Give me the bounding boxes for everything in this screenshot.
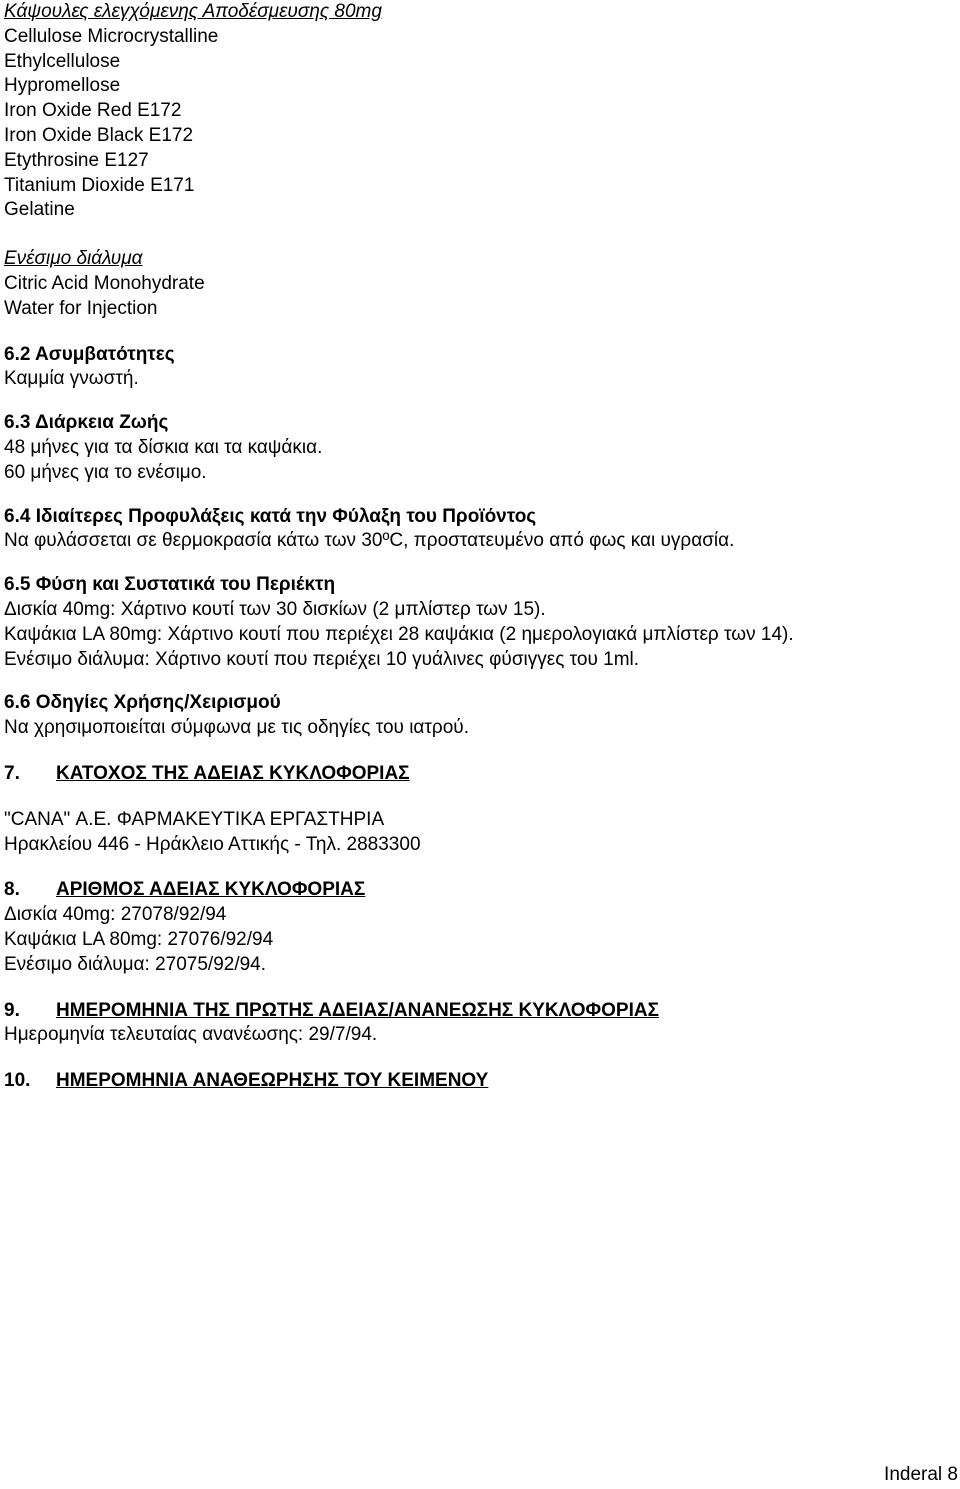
document-page — [4, 0, 954, 1094]
list-item: Gelatine — [4, 199, 75, 221]
page-footer: Inderal 8 — [884, 1464, 958, 1485]
section-6-2-text: Καμμία γνωστή. — [4, 368, 139, 390]
holder-name: "CANA" Α.Ε. ΦΑΡΜΑΚΕΥΤΙΚΑ ΕΡΓΑΣΤΗΡΙΑ — [4, 808, 385, 830]
holder-address: Ηρακλείου 446 - Ηράκλειο Αττικής - Τηλ. 2883300 — [4, 833, 421, 855]
section-6-2-heading: 6.2 Ασυμβατότητες — [4, 343, 175, 365]
section-9-heading — [4, 999, 954, 1024]
section-6-5-text: Ενέσιμο διάλυμα: Χάρτινο κουτί που περιέχει 10 γυάλινες φύσιγγες του 1ml. — [4, 648, 640, 670]
section-number: 7. — [4, 762, 20, 784]
licence-number: Δισκία 40mg: 27078/92/94 — [4, 904, 227, 926]
section-number: 9. — [4, 999, 20, 1021]
solution-excipient-list — [4, 272, 954, 322]
section-6-3-text: 60 μήνες για το ενέσιμο. — [4, 461, 207, 483]
capsules-excipient-list — [4, 25, 954, 223]
section-title: ΚΑΤΟΧΟΣ ΤΗΣ ΑΔΕΙΑΣ ΚΥΚΛΟΦΟΡΙΑΣ — [56, 762, 410, 784]
section-6-5-text: Δισκία 40mg: Χάρτινο κουτί των 30 δισκίων (2 μπλίστερ των 15). — [4, 598, 546, 620]
section-10-heading — [4, 1069, 954, 1094]
list-item: Cellulose Microcrystalline — [4, 25, 219, 47]
list-item: Citric Acid Monohydrate — [4, 272, 205, 294]
section-6-6-text: Να χρησιμοποιείται σύμφωνα με τις οδηγίες του ιατρού. — [4, 717, 469, 739]
solution-heading: Ενέσιμο διάλυμα — [4, 248, 143, 270]
section-6-6-heading: 6.6 Οδηγίες Χρήσης/Χειρισμού — [4, 692, 281, 714]
section-6-5-text: Καψάκια LA 80mg: Χάρτινο κουτί που περιέχει 28 καψάκια (2 ημερολογιακά μπλίστερ των 14). — [4, 623, 794, 645]
section-title: ΗΜΕΡΟΜΗΝΙΑ ΑΝΑΘΕΩΡΗΣΗΣ ΤΟΥ ΚΕΙΜΕΝΟΥ — [56, 1070, 489, 1092]
section-6-4-heading: 6.4 Ιδιαίτερες Προφυλάξεις κατά την Φύλαξη του Προϊόντος — [4, 505, 537, 527]
section-6-3-text: 48 μήνες για τα δίσκια και τα καψάκια. — [4, 436, 323, 458]
list-item: Water for Injection — [4, 297, 158, 319]
list-item: Etythrosine E127 — [4, 149, 149, 171]
list-item: Iron Oxide Red E172 — [4, 100, 182, 122]
licence-number: Καψάκια LA 80mg: 27076/92/94 — [4, 928, 274, 950]
section-7-heading — [4, 762, 954, 787]
list-item: Titanium Dioxide E171 — [4, 174, 195, 196]
section-number: 10. — [4, 1070, 31, 1092]
section-title: ΑΡΙΘΜΟΣ ΑΔΕΙΑΣ ΚΥΚΛΟΦΟΡΙΑΣ — [56, 879, 366, 901]
list-item: Ethylcellulose — [4, 50, 121, 72]
section-6-5-heading: 6.5 Φύση και Συστατικά του Περιέκτη — [4, 574, 336, 596]
section-number: 8. — [4, 879, 20, 901]
renewal-date: Ημερομηνία τελευταίας ανανέωσης: 29/7/94. — [4, 1024, 378, 1046]
section-6-4-text: Να φυλάσσεται σε θερμοκρασία κάτω των 30ºC, προστατευμένο από φως και υγρασία. — [4, 530, 735, 552]
section-8-heading — [4, 878, 954, 903]
capsules-heading: Κάψουλες ελεγχόμενης Αποδέσμευσης 80mg — [4, 1, 382, 22]
list-item: Hypromellose — [4, 75, 121, 97]
section-title: ΗΜΕΡΟΜΗΝΙΑ ΤΗΣ ΠΡΩΤΗΣ ΑΔΕΙΑΣ/ΑΝΑΝΕΩΣΗΣ ΚΥΚΛΟΦΟΡΙΑΣ — [56, 999, 659, 1021]
licence-number: Ενέσιμο διάλυμα: 27075/92/94. — [4, 953, 267, 975]
list-item: Iron Oxide Black E172 — [4, 124, 194, 146]
section-6-3-heading: 6.3 Διάρκεια Ζωής — [4, 412, 169, 434]
